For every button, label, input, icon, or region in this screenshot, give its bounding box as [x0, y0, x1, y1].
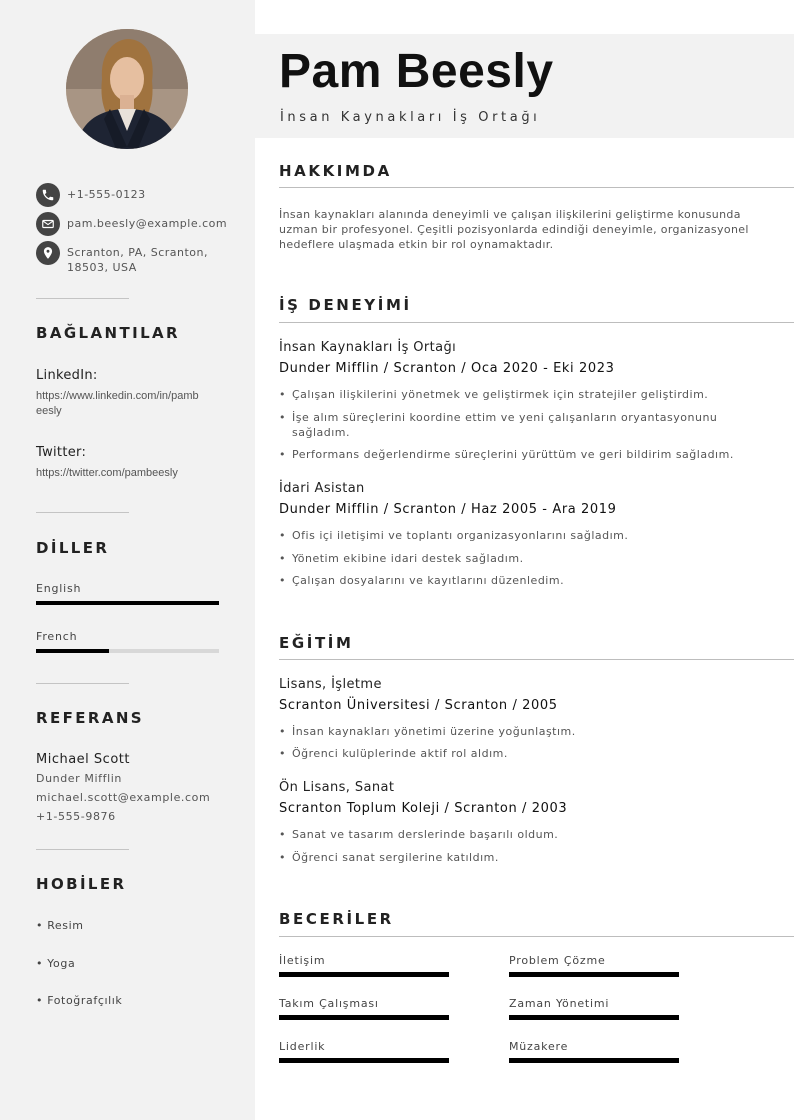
- contact-phone: [36, 183, 146, 207]
- sidebar-divider: [36, 849, 129, 850]
- avatar: [66, 29, 188, 149]
- hobby-label: Yoga: [47, 957, 76, 970]
- contact-address: [36, 241, 208, 275]
- language-level-bar: [36, 649, 219, 653]
- links-heading: BAĞLANTILAR: [36, 324, 181, 342]
- skill-level-bar: [509, 1058, 679, 1063]
- education-heading: EĞİTİM: [279, 634, 354, 652]
- skill-name: Takım Çalışması: [279, 997, 379, 1010]
- skill-level-fill: [279, 1058, 449, 1063]
- skill-name: Liderlik: [279, 1040, 326, 1053]
- job-title: İnsan Kaynakları İş Ortağı: [279, 340, 457, 355]
- education-bullet: • Öğrenci sanat sergilerine katıldım.: [279, 850, 762, 865]
- education-school: Scranton Üniversitesi / Scranton / 2005: [279, 698, 558, 713]
- email-text: pam.beesly@example.com: [67, 217, 228, 230]
- twitter-url[interactable]: https://twitter.com/pambeesly: [36, 467, 178, 479]
- reference-name: Michael Scott: [36, 752, 130, 767]
- reference-company: Dunder Mifflin: [36, 772, 122, 785]
- section-rule: [279, 659, 794, 660]
- phone-icon: [36, 183, 60, 207]
- education-title: Ön Lisans, Sanat: [279, 780, 395, 795]
- skill-level-bar: [279, 1015, 449, 1020]
- experience-heading: İŞ DENEYİMİ: [279, 296, 412, 314]
- email-icon: [36, 212, 60, 236]
- phone-text: +1-555-0123: [67, 188, 146, 201]
- about-heading: HAKKIMDA: [279, 162, 392, 180]
- section-rule: [279, 187, 794, 188]
- sidebar-divider: [36, 683, 129, 684]
- skill-name: Zaman Yönetimi: [509, 997, 610, 1010]
- address-line-1: Scranton, PA, Scranton,: [67, 246, 208, 259]
- linkedin-url-line-1[interactable]: https://www.linkedin.com/in/pamb: [36, 390, 199, 402]
- skill-level-fill: [509, 1015, 679, 1020]
- hobby-item: • Resim: [36, 919, 84, 932]
- languages-heading: DİLLER: [36, 539, 110, 557]
- address-text: [67, 241, 208, 275]
- avatar-photo: [66, 29, 188, 149]
- hobby-item: • Yoga: [36, 957, 76, 970]
- skill-level-bar: [509, 972, 679, 977]
- skill-level-fill: [509, 972, 679, 977]
- reference-email: michael.scott@example.com: [36, 791, 211, 804]
- job-bullet: • Ofis içi iletişimi ve toplantı organizasyonlarını sağladım.: [279, 528, 762, 543]
- job-bullet: • Çalışan ilişkilerini yönetmek ve geliştirmek için stratejiler geliştirdim.: [279, 387, 762, 402]
- language-level-bar: [36, 601, 219, 605]
- language-name: English: [36, 582, 82, 595]
- job-bullet: • Yönetim ekibine idari destek sağladım.: [279, 551, 762, 566]
- sidebar-divider: [36, 512, 129, 513]
- hobby-item: • Fotoğrafçılık: [36, 994, 123, 1007]
- linkedin-url-line-2[interactable]: eesly: [36, 405, 62, 417]
- main-content: [255, 0, 794, 1120]
- skill-name: İletişim: [279, 954, 326, 967]
- hobby-label: Resim: [47, 919, 84, 932]
- hobbies-heading: HOBİLER: [36, 875, 127, 893]
- person-name: Pam Beesly: [279, 45, 554, 98]
- job-bullet: • Performans değerlendirme süreçlerini yürüttüm ve geri bildirim sağladım.: [279, 447, 762, 462]
- skill-level-bar: [279, 1058, 449, 1063]
- location-icon: [36, 241, 60, 265]
- contact-email: [36, 212, 227, 236]
- job-bullet: • Çalışan dosyalarını ve kayıtlarını düzenledim.: [279, 573, 762, 588]
- sidebar-divider: [36, 298, 129, 299]
- address-line-2: 18503, USA: [67, 261, 137, 274]
- hobby-label: Fotoğrafçılık: [47, 994, 123, 1007]
- person-role: İnsan Kaynakları İş Ortağı: [280, 110, 541, 125]
- linkedin-label: LinkedIn:: [36, 368, 98, 383]
- skill-name: Müzakere: [509, 1040, 569, 1053]
- education-school: Scranton Toplum Koleji / Scranton / 2003: [279, 801, 568, 816]
- job-title: İdari Asistan: [279, 481, 365, 496]
- reference-phone: +1-555-9876: [36, 810, 116, 823]
- skills-heading: BECERİLER: [279, 910, 394, 928]
- language-level-fill: [36, 601, 219, 605]
- skill-level-bar: [279, 972, 449, 977]
- about-text: İnsan kaynakları alanında deneyimli ve çalışan ilişkilerini geliştirme konusunda uzman bir profesyonel. Çeşitli pozisyonlarda edindiği deneyimle, organizasyonel hedeflere ulaşmada etkin bir rol oynamaktadır.: [279, 208, 749, 251]
- education-bullet: • İnsan kaynakları yönetimi üzerine yoğunlaştım.: [279, 724, 762, 739]
- sidebar: [0, 0, 255, 1120]
- language-name: French: [36, 630, 78, 643]
- job-company-dates: Dunder Mifflin / Scranton / Haz 2005 - Ara 2019: [279, 502, 617, 517]
- references-heading: REFERANS: [36, 709, 145, 727]
- skill-level-fill: [509, 1058, 679, 1063]
- job-company-dates: Dunder Mifflin / Scranton / Oca 2020 - Eki 2023: [279, 361, 615, 376]
- skill-level-bar: [509, 1015, 679, 1020]
- language-level-fill: [36, 649, 109, 653]
- job-bullet: • İşe alım süreçlerini koordine ettim ve yeni çalışanların oryantasyonunu sağladım.: [279, 410, 762, 440]
- skill-name: Problem Çözme: [509, 954, 606, 967]
- education-bullet: • Öğrenci kulüplerinde aktif rol aldım.: [279, 746, 762, 761]
- section-rule: [279, 322, 794, 323]
- linkedin-url[interactable]: [36, 389, 221, 419]
- skill-level-fill: [279, 1015, 449, 1020]
- skill-level-fill: [279, 972, 449, 977]
- education-title: Lisans, İşletme: [279, 677, 382, 692]
- section-rule: [279, 936, 794, 937]
- education-bullet: • Sanat ve tasarım derslerinde başarılı oldum.: [279, 827, 762, 842]
- twitter-label: Twitter:: [36, 445, 87, 460]
